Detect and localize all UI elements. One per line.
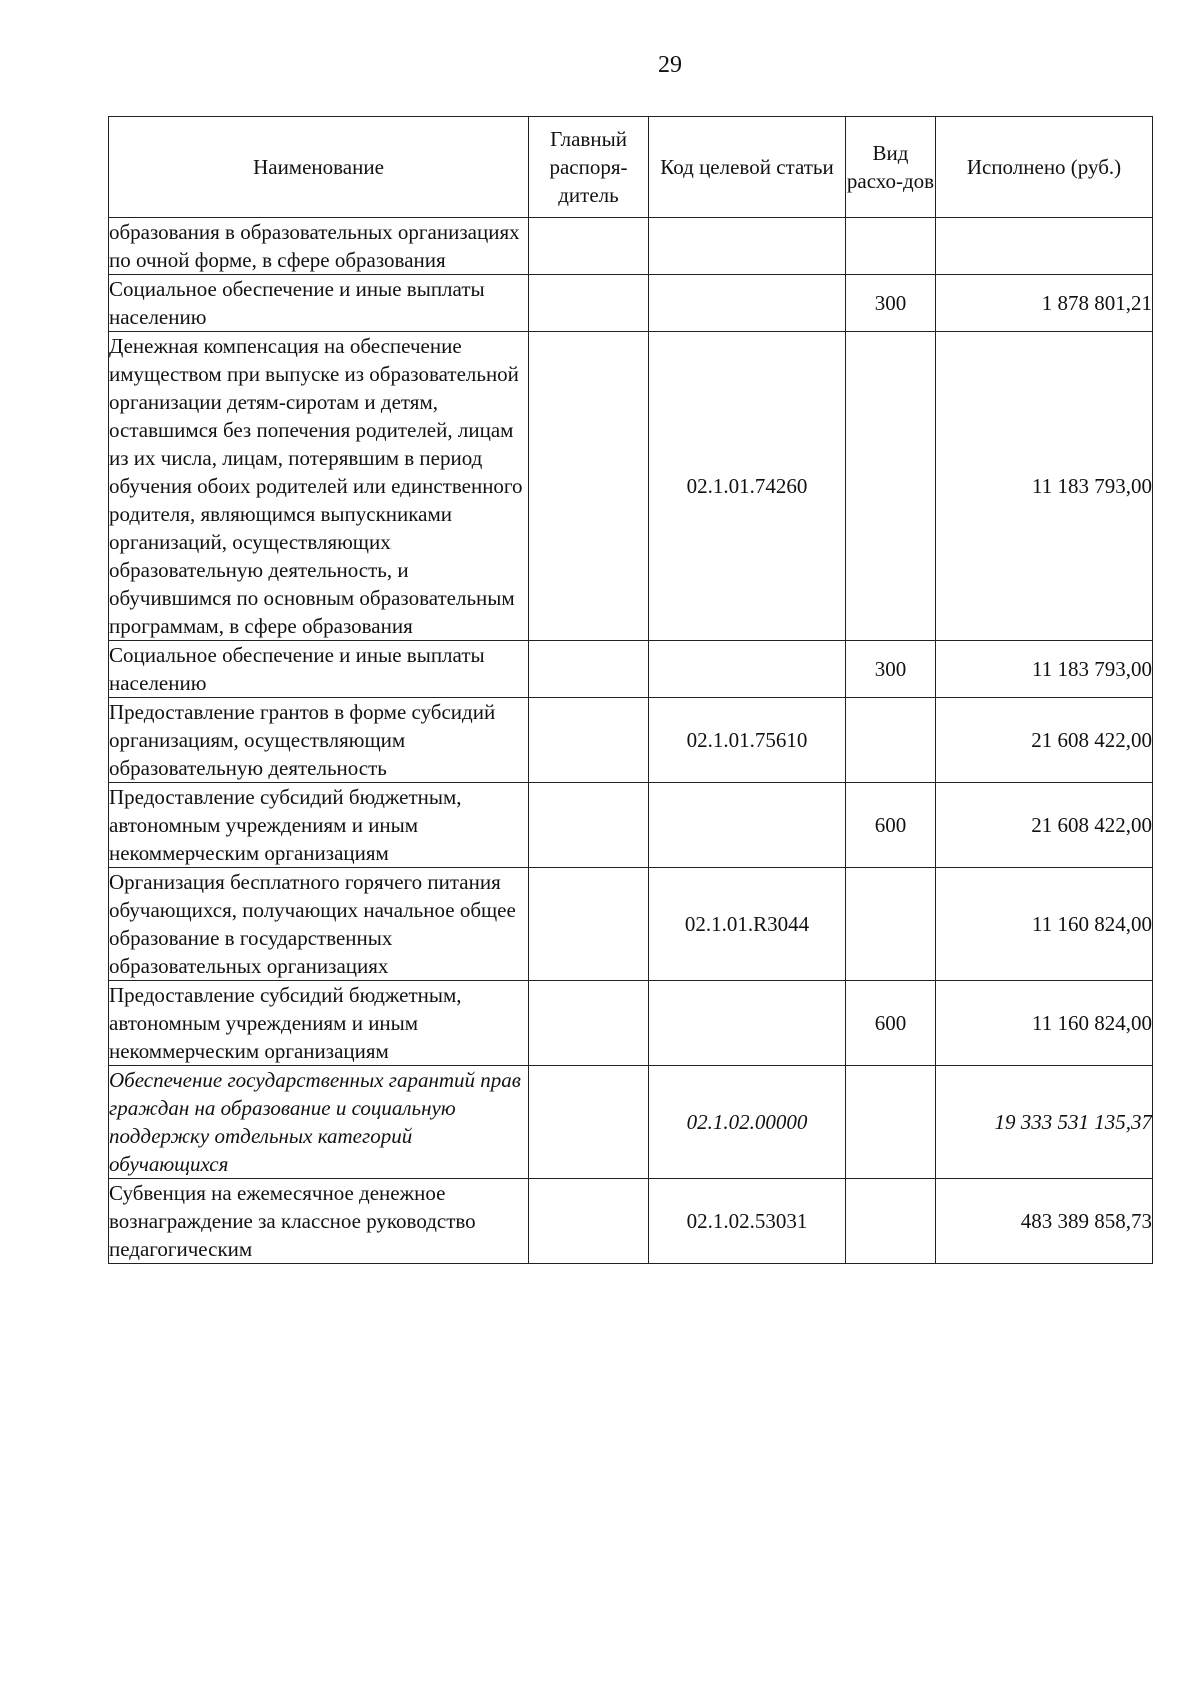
budget-execution-table	[108, 116, 1153, 1264]
cell-main-manager	[529, 868, 649, 981]
cell-executed-amount: 11 160 824,00	[936, 868, 1153, 981]
cell-executed-amount: 21 608 422,00	[936, 698, 1153, 783]
table-row	[109, 698, 1153, 783]
table-row	[109, 641, 1153, 698]
cell-main-manager	[529, 783, 649, 868]
cell-executed-amount	[936, 218, 1153, 275]
cell-name: Предоставление субсидий бюджетным, автономным учреждениям и иным некоммерческим организациям	[109, 981, 529, 1066]
cell-name: Обеспечение государственных гарантий прав граждан на образование и социальную поддержку отдельных категорий обучающихся	[109, 1066, 529, 1179]
cell-expense-kind	[846, 1066, 936, 1179]
table-row	[109, 981, 1153, 1066]
cell-name: Социальное обеспечение и иные выплаты населению	[109, 641, 529, 698]
cell-main-manager	[529, 1066, 649, 1179]
cell-executed-amount: 483 389 858,73	[936, 1179, 1153, 1264]
cell-expense-kind: 300	[846, 641, 936, 698]
cell-expense-kind	[846, 1179, 936, 1264]
cell-name: Предоставление грантов в форме субсидий организациям, осуществляющим образовательную деятельность	[109, 698, 529, 783]
cell-target-code	[649, 641, 846, 698]
header-main-manager: Главный распоря-дитель	[529, 117, 649, 218]
cell-name: Денежная компенсация на обеспечение имуществом при выпуске из образовательной организации детям-сиротам и детям, оставшимся без попечения родителей, лицам из их числа, лицам, потерявшим в период обучения обоих родителей или единственного родителя, являющимся выпускниками организаций, осуществляющих образовательную деятельность, и обучившимся по основным образовательным программам, в сфере образования	[109, 332, 529, 641]
table-header-row	[109, 117, 1153, 218]
cell-target-code: 02.1.01.75610	[649, 698, 846, 783]
cell-name: Предоставление субсидий бюджетным, автономным учреждениям и иным некоммерческим организациям	[109, 783, 529, 868]
cell-expense-kind: 600	[846, 783, 936, 868]
cell-target-code	[649, 783, 846, 868]
cell-expense-kind	[846, 698, 936, 783]
cell-name: образования в образовательных организациях по очной форме, в сфере образования	[109, 218, 529, 275]
cell-target-code: 02.1.01.74260	[649, 332, 846, 641]
table-row	[109, 1179, 1153, 1264]
cell-expense-kind: 600	[846, 981, 936, 1066]
cell-executed-amount: 19 333 531 135,37	[936, 1066, 1153, 1179]
cell-expense-kind	[846, 332, 936, 641]
table-row	[109, 275, 1153, 332]
header-expense-kind: Вид расхо-дов	[846, 117, 936, 218]
cell-main-manager	[529, 641, 649, 698]
cell-executed-amount: 11 160 824,00	[936, 981, 1153, 1066]
cell-target-code: 02.1.01.R3044	[649, 868, 846, 981]
cell-main-manager	[529, 1179, 649, 1264]
cell-main-manager	[529, 981, 649, 1066]
cell-target-code	[649, 981, 846, 1066]
cell-expense-kind	[846, 868, 936, 981]
cell-target-code	[649, 218, 846, 275]
cell-name: Организация бесплатного горячего питания обучающихся, получающих начальное общее образование в государственных образовательных организациях	[109, 868, 529, 981]
cell-expense-kind	[846, 218, 936, 275]
table-row	[109, 218, 1153, 275]
table-row	[109, 783, 1153, 868]
cell-executed-amount: 11 183 793,00	[936, 641, 1153, 698]
cell-main-manager	[529, 218, 649, 275]
table-row	[109, 332, 1153, 641]
page-number: 29	[658, 52, 682, 78]
cell-target-code: 02.1.02.00000	[649, 1066, 846, 1179]
cell-main-manager	[529, 275, 649, 332]
cell-executed-amount: 21 608 422,00	[936, 783, 1153, 868]
cell-executed-amount: 11 183 793,00	[936, 332, 1153, 641]
header-name: Наименование	[109, 117, 529, 218]
table-row	[109, 868, 1153, 981]
cell-target-code: 02.1.02.53031	[649, 1179, 846, 1264]
cell-expense-kind: 300	[846, 275, 936, 332]
cell-target-code	[649, 275, 846, 332]
cell-name: Субвенция на ежемесячное денежное вознаграждение за классное руководство педагогическим	[109, 1179, 529, 1264]
cell-main-manager	[529, 332, 649, 641]
table-body	[109, 218, 1153, 1264]
cell-name: Социальное обеспечение и иные выплаты населению	[109, 275, 529, 332]
cell-executed-amount: 1 878 801,21	[936, 275, 1153, 332]
cell-main-manager	[529, 698, 649, 783]
header-executed: Исполнено (руб.)	[936, 117, 1153, 218]
header-target-code: Код целевой статьи	[649, 117, 846, 218]
table-row	[109, 1066, 1153, 1179]
